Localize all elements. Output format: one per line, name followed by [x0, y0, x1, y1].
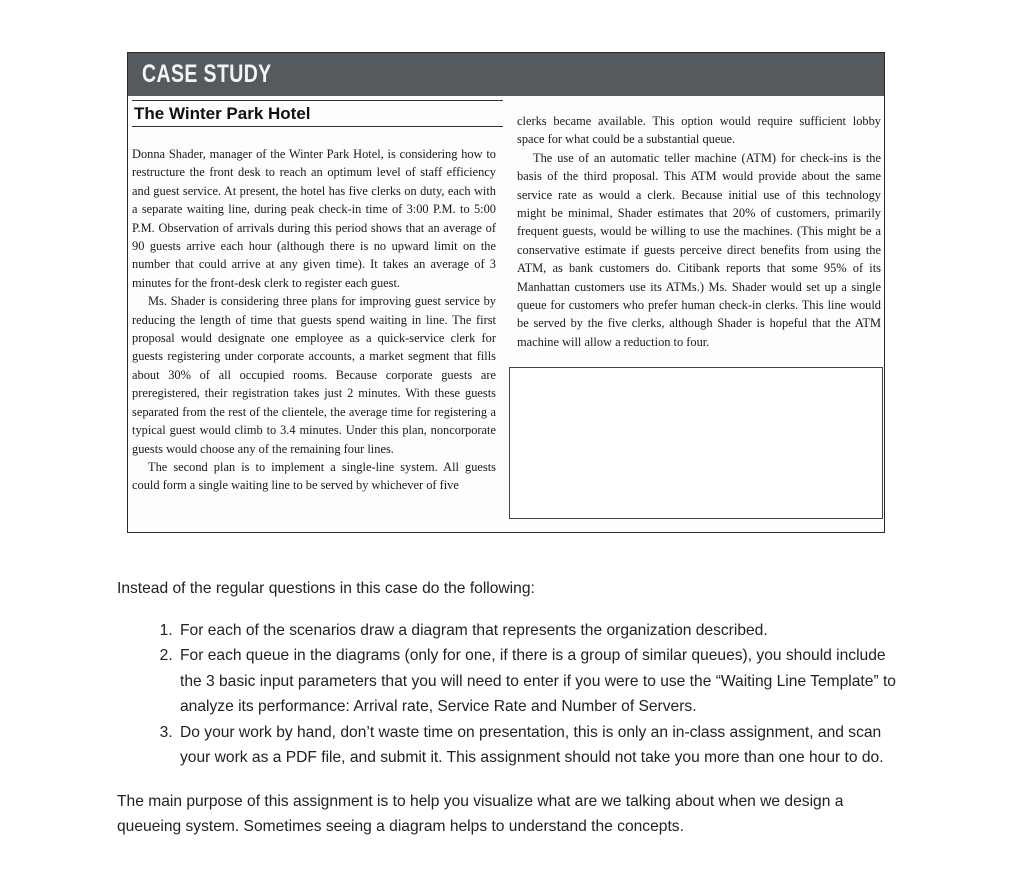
- case-paragraph: Donna Shader, manager of the Winter Park Hotel, is considering how to restructure the front desk to reach an optimum level of staff efficiency and guest service. At present, the hotel has five clerks on duty, each with a separate waiting line, during peak check-in time of 3:00 P.M. to 5:00 P.M. Observation of arrivals during this period shows that an average of 90 guests arrive each hour (although there is no upward limit on the number that could arrive at any given time). It takes an average of 3 minutes for the front-desk clerk to register each guest.: [132, 147, 496, 290]
- case-paragraph: clerks became available. This option would require sufficient lobby space for what could be a substantial queue.: [517, 114, 881, 147]
- case-paragraph: Ms. Shader is considering three plans for improving guest service by reducing the length of time that guests spend waiting in line. The first proposal would designate one employee as a quick-service clerk for guests registering under corporate accounts, a market segment that fills about 30% of all occupied rooms. Because corporate guests are preregistered, their registration takes just 2 minutes. With these guests separated from the rest of the clientele, the average time for registering a typical guest would climb to 3.4 minutes. Under this plan, noncorporate guests would choose any of the remaining four lines.: [132, 294, 496, 456]
- instructions-closing: The main purpose of this assignment is to help you visualize what are we talking about when we design a queueing system. Sometimes seeing a diagram helps to understand the concepts.: [117, 792, 844, 835]
- case-right-column: [517, 112, 881, 351]
- empty-exhibit-box: [509, 367, 883, 519]
- title-top-rule: [132, 100, 503, 101]
- instructions: [117, 576, 907, 840]
- case-study-label: CASE STUDY: [142, 60, 272, 88]
- title-bottom-rule: [132, 126, 503, 127]
- case-left-column: [132, 145, 496, 495]
- case-paragraph: The use of an automatic teller machine (ATM) for check-ins is the basis of the third proposal. This ATM would provide about the same service rate as would a clerk. Because initial use of this technology might be minimal, Shader estimates that 20% of customers, primarily frequent guests, would be willing to use the machines. (This might be a conservative estimate if guests perceive direct benefits from using the ATM, as bank customers do. Citibank reports that some 95% of its Manhattan customers use its ATMs.) Ms. Shader would set up a single queue for customers who prefer human check-in clerks. This line would be served by the five clerks, although Shader is hopeful that the ATM machine will allow a reduction to four.: [517, 150, 881, 349]
- case-study-header: [128, 53, 884, 96]
- case-study-box: [127, 52, 885, 533]
- instructions-intro: Instead of the regular questions in this case do the following:: [117, 580, 535, 597]
- list-item: 2. For each queue in the diagrams (only for one, if there is a group of similar queues), you should include the 3 basic input parameters that you will need to enter if you were to use the “Waiting Line Template” to analyze its performance: Arrival rate, Service Rate and Number of Servers.: [177, 643, 907, 720]
- list-item: 3. Do your work by hand, don’t waste time on presentation, this is only an in-class assignment, and scan your work as a PDF file, and submit it. This assignment should not take you more than one hour to do.: [177, 720, 907, 771]
- case-title: The Winter Park Hotel: [134, 104, 311, 123]
- list-item: 1. For each of the scenarios draw a diagram that represents the organization described.: [177, 618, 907, 644]
- case-paragraph: The second plan is to implement a single-line system. All guests could form a single waiting line to be served by whichever of five: [132, 459, 496, 493]
- instructions-list: [117, 618, 907, 771]
